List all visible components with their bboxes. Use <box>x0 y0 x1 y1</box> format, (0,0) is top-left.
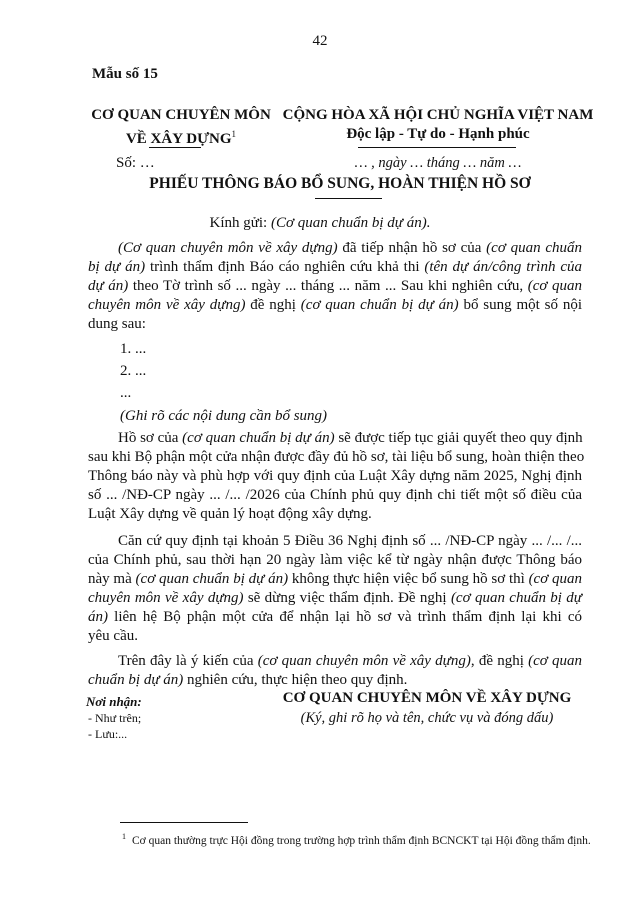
page-number: 42 <box>312 33 328 49</box>
form-code: Mẫu số 15 <box>92 66 158 82</box>
national-header <box>276 106 600 144</box>
issuing-agency-line2 <box>84 125 278 149</box>
paragraph-3-line-3 <box>88 570 582 589</box>
paragraph-1-line-3 <box>88 277 582 296</box>
recipients-heading: Nơi nhận: <box>86 694 142 709</box>
text-segment: sẽ được tiếp tục giải quyết theo quy định <box>334 430 583 446</box>
document-date: … , ngày … tháng … năm … <box>354 155 522 171</box>
list-item: ... <box>120 385 132 401</box>
text-segment: bị dự án) <box>88 259 146 275</box>
title-divider <box>315 198 382 199</box>
footnote <box>122 832 591 847</box>
agency-divider <box>149 147 201 148</box>
motto-divider <box>358 147 516 148</box>
text-segment: (cơ quan <box>528 571 582 587</box>
paragraph-3-line-2: của Chính phủ, sau thời hạn 20 ngày làm việc kể từ ngày nhận được Thông báo <box>88 552 582 568</box>
text-segment: (cơ quan chuẩn bị dự án) <box>135 571 289 587</box>
issuing-agency-line1: CƠ QUAN CHUYÊN MÔN <box>91 107 271 123</box>
text-segment: trình thẩm định Báo cáo nghiên cứu khả thi <box>145 259 425 275</box>
salutation-prefix: Kính gửi: <box>209 215 271 231</box>
paragraph-3-line-1: Căn cứ quy định tại khoản 5 Điều 36 Nghị định số ... /NĐ-CP ngày ... /... /... <box>118 533 582 549</box>
issuing-agency-line2-text: VỀ XÂY DỰNG <box>125 131 232 147</box>
text-segment: dự án) <box>88 278 129 294</box>
list-note: (Ghi rõ các nội dung cần bổ sung) <box>120 408 328 424</box>
text-segment: này mà <box>88 571 136 587</box>
paragraph-1-line-2 <box>88 258 582 277</box>
paragraph-3-line-4 <box>88 589 582 608</box>
text-segment: liên hệ Bộ phận một cửa để nhận lại hồ sơ và trình thẩm định lại khi có <box>108 609 582 625</box>
paragraph-2-line-4: số ... /NĐ-CP ngày ... /... /2026 của Chính phủ quy định chi tiết một số điều của <box>88 487 582 503</box>
paragraph-1-line-1 <box>118 239 582 258</box>
text-segment: bổ sung một số nội <box>458 297 582 313</box>
text-segment: chuẩn bị dự án) <box>88 672 184 688</box>
paragraph-2-line-3: Thông báo này và phù hợp với quy định của Luật Xây dựng năm 2025, Nghị định <box>88 468 582 484</box>
text-segment: (cơ quan chuẩn bị dự án) <box>300 297 459 313</box>
footnote-reference: 1 <box>231 129 237 139</box>
text-segment: (Cơ quan chuyên môn về xây dựng) <box>118 240 338 256</box>
footnote-mark: 1 <box>122 832 126 841</box>
text-segment: (cơ quan chuẩn bị dự <box>450 590 582 606</box>
signature-note: (Ký, ghi rõ họ và tên, chức vụ và đóng dấu) <box>300 710 554 726</box>
paragraph-3-line-6: yêu cầu. <box>88 628 138 644</box>
paragraph-2-line-2: sau khi Bộ phận một cửa nhận được đầy đủ hồ sơ, tài liệu bổ sung, hoàn thiện theo <box>88 449 585 465</box>
text-segment: (cơ quan chuẩn bị dự án) <box>182 430 335 446</box>
paragraph-1-line-4 <box>88 296 582 315</box>
paragraph-4-line-1 <box>118 652 582 671</box>
footnote-text: Cơ quan thường trực Hội đồng trong trường hợp trình thẩm định BCNCKT tại Hội đồng thẩm định. <box>132 835 591 847</box>
text-segment: theo Tờ trình số ... ngày ... tháng ... năm ... Sau khi nghiên cứu, <box>128 278 528 294</box>
national-name: CỘNG HÒA XÃ HỘI CHỦ NGHĨA VIỆT NAM <box>282 107 594 123</box>
document-title: PHIẾU THÔNG BÁO BỔ SUNG, HOÀN THIỆN HỒ SƠ <box>149 175 531 192</box>
list-item: 1. ... <box>120 341 147 357</box>
text-segment: (tên dự án/công trình của <box>424 259 582 275</box>
issuing-agency <box>84 106 278 149</box>
salutation-recipient: (Cơ quan chuẩn bị dự án). <box>270 215 431 231</box>
paragraph-3-line-5 <box>88 608 582 627</box>
salutation <box>0 214 640 233</box>
text-segment: (cơ quan <box>527 278 582 294</box>
text-segment: sẽ dừng việc thẩm định. Đề nghị <box>243 590 451 606</box>
text-segment: (cơ quan <box>528 653 582 669</box>
text-segment: Hồ sơ của <box>118 430 183 446</box>
text-segment: , đề nghị <box>470 653 529 669</box>
paragraph-1-line-5: dung sau: <box>88 316 146 332</box>
text-segment: chuyên môn về xây dựng) <box>88 297 246 313</box>
footnote-divider <box>120 822 248 823</box>
text-segment: (cơ quan chuẩn <box>486 240 582 256</box>
national-motto: Độc lập - Tự do - Hạnh phúc <box>346 126 530 142</box>
paragraph-4-line-2 <box>88 671 407 690</box>
text-segment: Trên đây là ý kiến của <box>118 653 258 669</box>
recipient-item: - Như trên; <box>88 711 142 725</box>
paragraph-2-line-5: Luật Xây dựng về quản lý hoạt động xây dựng. <box>88 506 372 522</box>
document-number: Số: … <box>116 155 155 171</box>
paragraph-2-line-1 <box>118 429 582 448</box>
text-segment: chuyên môn về xây dựng) <box>88 590 244 606</box>
list-item: 2. ... <box>120 363 147 379</box>
text-segment: đã tiếp nhận hồ sơ của <box>337 240 487 256</box>
recipient-item: - Lưu:... <box>88 727 128 741</box>
text-segment: đề nghị <box>245 297 301 313</box>
text-segment: (cơ quan chuyên môn về xây dựng) <box>257 653 471 669</box>
text-segment: không thực hiện việc bổ sung hồ sơ thì <box>288 571 529 587</box>
text-segment: án) <box>88 609 108 625</box>
signature-agency: CƠ QUAN CHUYÊN MÔN VỀ XÂY DỰNG <box>282 690 572 706</box>
text-segment: nghiên cứu, thực hiện theo quy định. <box>183 672 408 688</box>
